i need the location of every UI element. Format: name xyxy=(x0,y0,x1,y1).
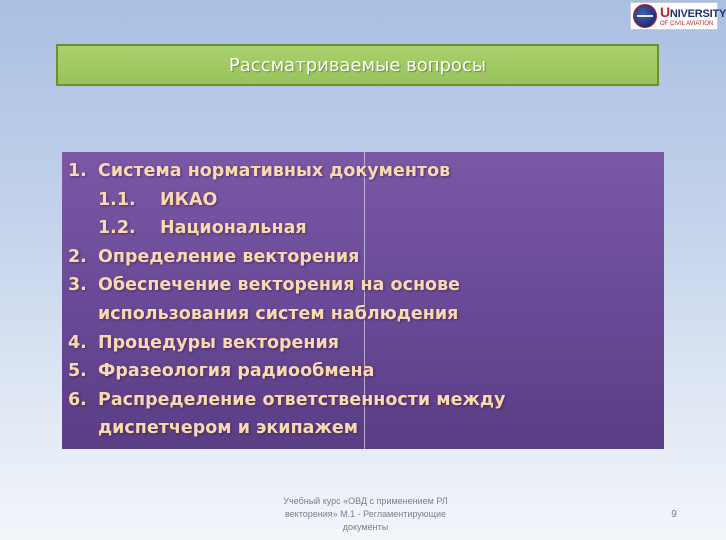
university-logo xyxy=(630,2,726,30)
list-item xyxy=(68,357,505,386)
list-item-continuation xyxy=(68,300,505,329)
item-text: Обеспечение векторения на основе xyxy=(98,275,461,296)
logo-text xyxy=(660,5,726,27)
logo-word: NIVERSITY xyxy=(669,8,726,20)
item-number: 6. xyxy=(68,389,87,410)
item-text: Система нормативных документов xyxy=(98,161,451,181)
list-item xyxy=(68,157,505,186)
globe-emblem-icon xyxy=(633,4,657,28)
item-number: 5. xyxy=(68,361,87,382)
logo-initial: U xyxy=(660,4,670,20)
item-text: Определение векторения xyxy=(98,246,360,267)
footer-line: документы xyxy=(342,522,389,532)
footer-course-info xyxy=(248,495,483,534)
logo-main-text xyxy=(660,5,726,20)
list-subitem xyxy=(68,214,505,243)
list-item xyxy=(68,243,505,272)
slide-title: Рассматриваемые вопросы xyxy=(228,54,487,76)
item-number: 2. xyxy=(68,246,87,267)
list-subitem xyxy=(68,186,505,215)
item-text: ИКАО xyxy=(160,189,218,210)
page-number: 9 xyxy=(671,509,677,520)
slide-title-box xyxy=(56,44,659,86)
item-number: 1.2. xyxy=(98,218,136,239)
list-item-continuation xyxy=(68,414,505,443)
item-number: 4. xyxy=(68,332,87,353)
item-text: Национальная xyxy=(160,218,307,239)
footer-line: векторения» М.1 - Регламентирующие xyxy=(285,509,446,519)
list-item xyxy=(68,329,505,358)
footer-line: Учебный курс «ОВД с применением РЛ xyxy=(283,496,448,506)
item-number: 3. xyxy=(68,275,87,296)
list-item xyxy=(68,271,505,300)
item-text: использования систем наблюдения xyxy=(98,303,459,324)
item-text: Процедуры векторения xyxy=(98,332,339,353)
item-text: Распределение ответственности между xyxy=(98,389,506,410)
item-text: диспетчером и экипажем xyxy=(98,418,359,439)
logo-subtitle: OF CIVIL AVIATION xyxy=(660,21,714,27)
item-number: 1.1. xyxy=(98,189,136,210)
item-number: 1. xyxy=(68,161,87,181)
list-item xyxy=(68,386,505,415)
topics-list xyxy=(68,157,505,443)
item-text: Фразеология радиообмена xyxy=(98,361,375,382)
